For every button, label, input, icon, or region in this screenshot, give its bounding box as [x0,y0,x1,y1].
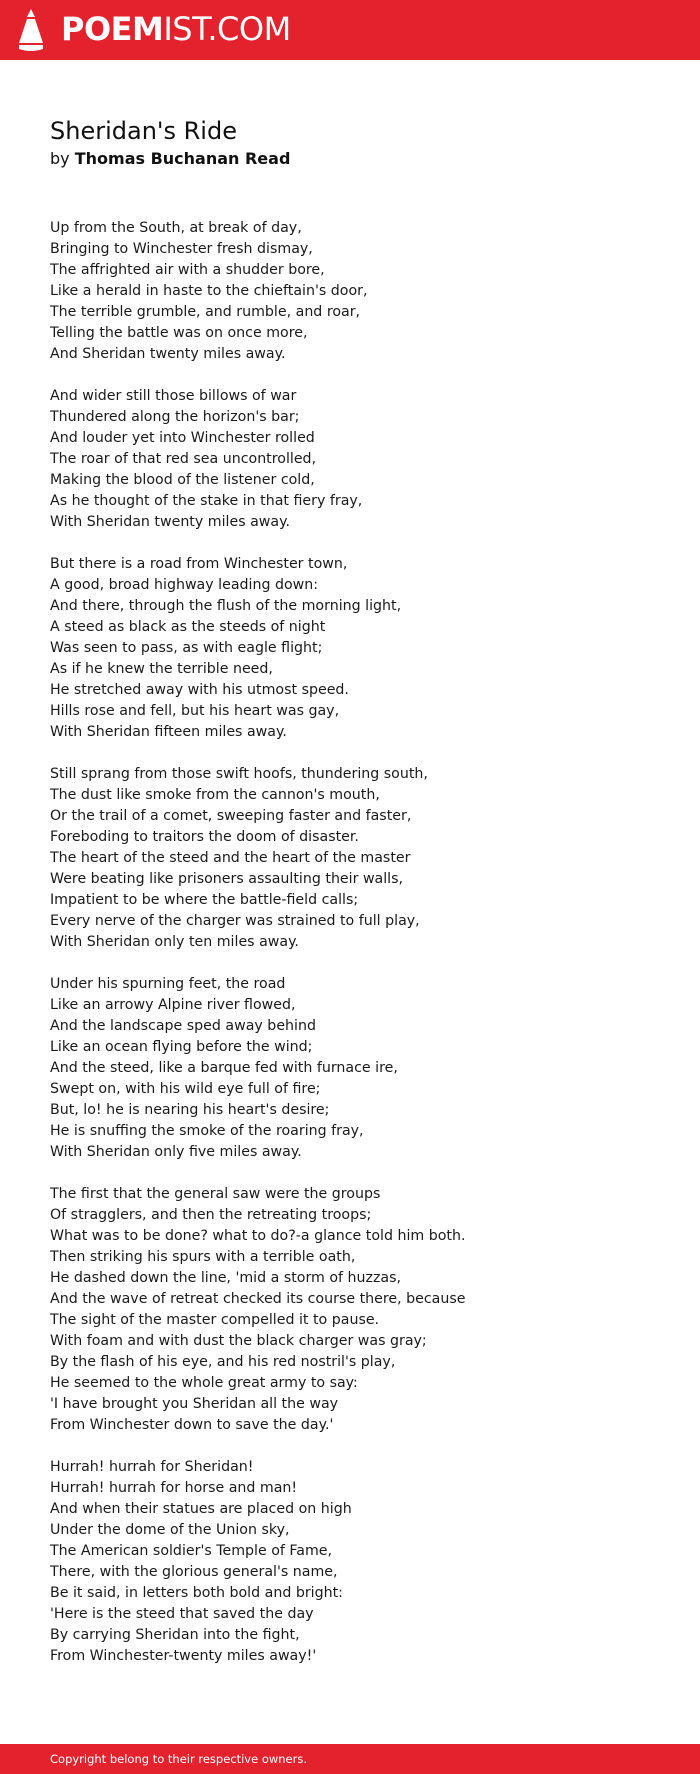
poem-line: As he thought of the stake in that fiery fray, [50,493,363,509]
stanza [50,764,650,953]
stanza [50,218,650,365]
poem-line: Then striking his spurs with a terrible oath, [50,1249,356,1265]
poem-line: By carrying Sheridan into the fight, [50,1627,300,1643]
poem-line: Be it said, in letters both bold and bright: [50,1585,343,1601]
poem-line: Or the trail of a comet, sweeping faster and faster, [50,808,412,824]
poem-line: Swept on, with his wild eye full of fire; [50,1081,321,1097]
stanza [50,554,650,743]
brand-light: IST.COM [163,10,291,48]
pencil-tip-icon[interactable] [18,9,44,51]
poem-line: Under his spurning feet, the road [50,976,286,992]
poem-line: Like an ocean flying before the wind; [50,1039,313,1055]
poem-line: With foam and with dust the black charger was gray; [50,1333,427,1349]
poem-line: And louder yet into Winchester rolled [50,430,315,446]
poem-line: He is snuffing the smoke of the roaring fray, [50,1123,364,1139]
stanza [50,974,650,1163]
poem-line: He seemed to the whole great army to say: [50,1375,358,1391]
poem-line: What was to be done? what to do?-a glance told him both. [50,1228,466,1244]
poem-line: But, lo! he is nearing his heart's desire; [50,1102,330,1118]
poem-line: From Winchester-twenty miles away!' [50,1648,317,1664]
poem-line: Like a herald in haste to the chieftain's door, [50,283,368,299]
poem-line: Hurrah! hurrah for horse and man! [50,1480,298,1496]
poem-line: And the wave of retreat checked its course there, because [50,1291,466,1307]
poem-line: And when their statues are placed on high [50,1501,352,1517]
poem-line: Up from the South, at break of day, [50,220,302,236]
poem-line: The affrighted air with a shudder bore, [50,262,325,278]
poem-line: And Sheridan twenty miles away. [50,346,286,362]
poem-line: With Sheridan only five miles away. [50,1144,302,1160]
poem-line: Like an arrowy Alpine river flowed, [50,997,296,1013]
poem-line: The roar of that red sea uncontrolled, [50,451,317,467]
poem-line: He dashed down the line, 'mid a storm of huzzas, [50,1270,402,1286]
byline-prefix: by [50,149,70,168]
poem-line: And the landscape sped away behind [50,1018,316,1034]
copyright-notice: Copyright belong to their respective owners. [50,1752,308,1766]
poem-line: The sight of the master compelled it to pause. [50,1312,380,1328]
site-footer [0,1744,700,1774]
site-header [0,0,700,60]
poem-line: Hurrah! hurrah for Sheridan! [50,1459,254,1475]
poem-line: With Sheridan only ten miles away. [50,934,299,950]
poem-line: Making the blood of the listener cold, [50,472,315,488]
stanza [50,1184,650,1436]
poem-line: The terrible grumble, and rumble, and roar, [50,304,361,320]
poem-line: 'Here is the steed that saved the day [50,1606,314,1622]
byline [50,148,290,170]
poem-line: Thundered along the horizon's bar; [50,409,300,425]
poem-line: With Sheridan twenty miles away. [50,514,290,530]
poem-line: With Sheridan fifteen miles away. [50,724,287,740]
poem-line: The American soldier's Temple of Fame, [50,1543,333,1559]
poem-line: And there, through the flush of the morning light, [50,598,402,614]
poem-line: The dust like smoke from the cannon's mouth, [50,787,380,803]
poem-line: And the steed, like a barque fed with furnace ire, [50,1060,398,1076]
poem-title: Sheridan's Ride [50,117,237,145]
poem-line: Foreboding to traitors the doom of disaster. [50,829,359,845]
poem-line: 'I have brought you Sheridan all the way [50,1396,339,1412]
poem-body [50,218,650,1688]
site-logo-text[interactable] [61,9,291,49]
stanza [50,1457,650,1667]
poem-line: He stretched away with his utmost speed. [50,682,349,698]
poem-line: Was seen to pass, as with eagle flight; [50,640,323,656]
poem-line: There, with the glorious general's name, [50,1564,338,1580]
poem-line: Still sprang from those swift hoofs, thundering south, [50,766,428,782]
poem-line: Bringing to Winchester fresh dismay, [50,241,313,257]
poem-line: By the flash of his eye, and his red nostril's play, [50,1354,396,1370]
poem-line: A steed as black as the steeds of night [50,619,326,635]
poem-line: The heart of the steed and the heart of the master [50,850,411,866]
poem-line: And wider still those billows of war [50,388,297,404]
poem-line: Of stragglers, and then the retreating troops; [50,1207,372,1223]
brand-bold: POEM [61,10,164,48]
poem-line: Impatient to be where the battle-field calls; [50,892,359,908]
poem-line: As if he knew the terrible need, [50,661,273,677]
poem-line: From Winchester down to save the day.' [50,1417,334,1433]
poem-line: Under the dome of the Union sky, [50,1522,290,1538]
poem-line: Telling the battle was on once more, [50,325,308,341]
poem-line: Every nerve of the charger was strained to full play, [50,913,420,929]
author-name: Thomas Buchanan Read [74,149,291,168]
poem-line: But there is a road from Winchester town, [50,556,348,572]
poem-line: Hills rose and fell, but his heart was gay, [50,703,340,719]
poem-line: Were beating like prisoners assaulting their walls, [50,871,404,887]
stanza [50,386,650,533]
poem-line: The first that the general saw were the groups [50,1186,381,1202]
poem-line: A good, broad highway leading down: [50,577,319,593]
